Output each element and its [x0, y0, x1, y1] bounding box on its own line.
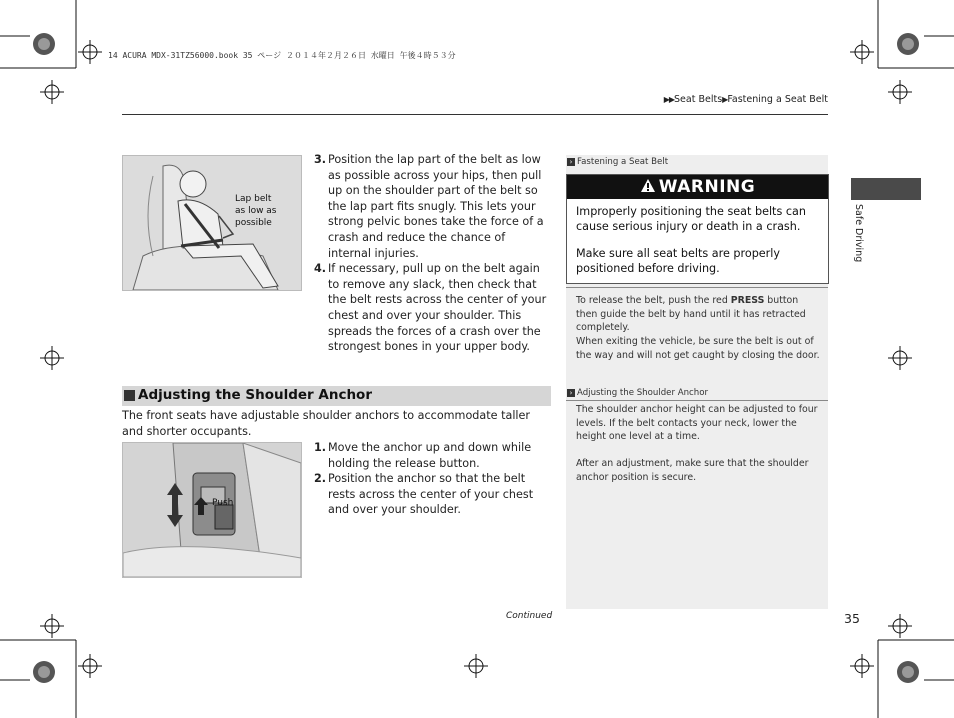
list-item: 3. Position the lap part of the belt as low as possible across your hips, then pull up on the shoulder part of the belt so the lap part fits snugly. This lets your strong pelvic bones take the force of a crash and reduce the chance of internal injuries.	[314, 153, 544, 260]
breadcrumb-arrows-icon: ▶▶	[663, 95, 675, 104]
note-anchor-secure: After an adjustment, make sure that the shoulder anchor position is secure.	[576, 458, 809, 483]
warning-header	[567, 175, 828, 199]
shoulder-anchor-figure	[122, 442, 302, 578]
section-title: Adjusting the Shoulder Anchor	[138, 387, 372, 403]
note-anchor-levels: The shoulder anchor height can be adjusted to four levels. If the belt contacts your neck, lower the height one level at a time.	[576, 404, 818, 443]
note-divider	[566, 287, 828, 288]
chapter-label: Safe Driving	[853, 204, 864, 263]
section-intro: The front seats have adjustable shoulder anchors to accommodate taller and shorter occupants.	[122, 409, 531, 438]
warning-title: WARNING	[658, 177, 756, 197]
breadcrumb-section: Seat Belts	[674, 94, 723, 105]
reference-icon: ›	[567, 158, 575, 166]
list-item: 2. Position the anchor so that the belt rests across the center of your chest and over your shoulder.	[314, 472, 534, 517]
push-callout: Push	[212, 498, 234, 508]
note-divider	[566, 400, 828, 401]
breadcrumb	[664, 94, 828, 105]
chapter-tab	[851, 178, 921, 200]
steps-top	[314, 152, 550, 355]
list-item: 1. Move the anchor up and down while holding the release button.	[314, 441, 532, 470]
breadcrumb-separator-icon: ▶	[722, 95, 728, 104]
section-heading	[122, 386, 551, 406]
note-heading-fastening: › Fastening a Seat Belt	[567, 157, 668, 167]
printer-slug: 14 ACURA MDX-31TZ56000.book 35 ページ ２０１４年２月２６日 水曜日 午後４時５３分	[108, 51, 456, 60]
page-number: 35	[844, 611, 860, 626]
header-rule	[122, 114, 828, 115]
warning-body: Improperly positioning the seat belts can cause serious injury or death in a crash. Make sure all seat belts are properly positioned before driving.	[576, 205, 806, 275]
warning-triangle-icon	[640, 178, 656, 193]
list-item: 4. If necessary, pull up on the belt again to remove any slack, then check that the belt rests across the center of your chest and over your shoulder. This spreads the forces of a crash over the strongest bones in your upper body.	[314, 262, 547, 354]
warning-box	[566, 174, 829, 284]
note-release-belt: To release the belt, push the red PRESS button then guide the belt by hand until it has retracted completely.	[576, 295, 806, 334]
lap-belt-figure	[122, 155, 302, 291]
note-heading-anchor: › Adjusting the Shoulder Anchor	[567, 388, 708, 398]
note-exiting-vehicle: When exiting the vehicle, be sure the belt is out of the way and will not get caught by closing the door.	[576, 336, 820, 361]
shoulder-anchor-illustration-icon	[123, 443, 301, 577]
lap-belt-callout: Lap belt as low as possible	[235, 194, 277, 228]
section-marker-icon	[124, 390, 135, 401]
continued-label: Continued	[506, 611, 553, 621]
steps-bottom	[314, 440, 550, 518]
reference-icon: ›	[567, 389, 575, 397]
breadcrumb-page: Fastening a Seat Belt	[727, 94, 828, 105]
